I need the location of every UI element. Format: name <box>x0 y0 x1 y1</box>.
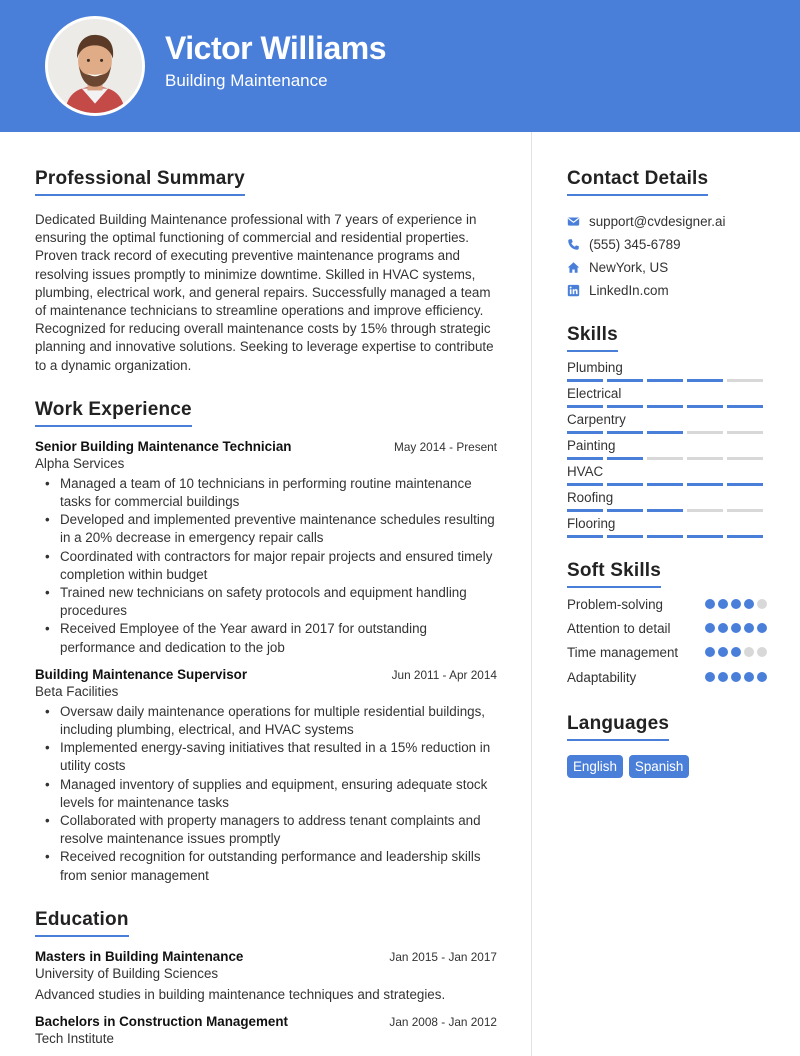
rating-dot <box>705 647 715 657</box>
sidebar-column <box>567 168 767 778</box>
skill-name: Plumbing <box>567 360 623 375</box>
skill-name: Carpentry <box>567 412 626 427</box>
contact-text: LinkedIn.com <box>589 283 669 298</box>
rating-dot <box>731 623 741 633</box>
job-title: Senior Building Maintenance Technician <box>35 438 292 454</box>
skill-item <box>567 516 767 538</box>
rating-dot <box>744 623 754 633</box>
job-bullets <box>35 703 497 885</box>
skill-item <box>567 360 767 382</box>
soft-skill-item <box>567 669 767 687</box>
education-date: Jan 2008 - Jan 2012 <box>389 1014 497 1029</box>
section-title: Soft Skills <box>567 560 661 588</box>
rating-dot <box>718 599 728 609</box>
skill-level-bar <box>567 431 767 434</box>
degree-title: Masters in Building Maintenance <box>35 948 244 964</box>
rating-dot <box>757 623 767 633</box>
rating-dot <box>757 599 767 609</box>
skill-level-segment <box>567 431 603 434</box>
skill-name: HVAC <box>567 464 604 479</box>
section-title: Languages <box>567 713 669 741</box>
rating-dot <box>757 672 767 682</box>
bullet-item: • Coordinated with contractors for major repair projects and ensured timely completion within budget <box>35 548 497 584</box>
job-date: May 2014 - Present <box>394 439 497 454</box>
rating-dot <box>718 672 728 682</box>
job-title: Building Maintenance Supervisor <box>35 666 248 682</box>
degree-title: Bachelors in Construction Management <box>35 1013 288 1029</box>
resume-header <box>0 0 800 132</box>
contact-location <box>567 256 767 279</box>
rating-dot <box>731 599 741 609</box>
candidate-role: Building Maintenance <box>165 71 328 90</box>
skill-level-segment <box>727 535 763 538</box>
skill-level-segment <box>687 483 723 486</box>
language-tag: English <box>567 755 623 778</box>
skill-level-segment <box>687 405 723 408</box>
bullet-item: • Implemented energy-saving initiatives that resulted in a 15% reduction in utility costs <box>35 739 497 775</box>
linkedin-icon <box>567 284 589 298</box>
avatar <box>45 16 145 116</box>
soft-skill-rating <box>705 669 767 687</box>
skill-level-segment <box>647 535 683 538</box>
contact-list <box>567 210 767 302</box>
rating-dot <box>718 647 728 657</box>
section-title: Contact Details <box>567 168 708 196</box>
rating-dot <box>705 623 715 633</box>
skill-level-bar <box>567 535 767 538</box>
skill-item <box>567 386 767 408</box>
rating-dot <box>744 599 754 609</box>
work-experience-section <box>35 399 497 885</box>
phone-icon <box>567 238 589 252</box>
skill-level-segment <box>607 457 643 460</box>
skill-level-segment <box>647 483 683 486</box>
bullet-item: • Received Employee of the Year award in 2017 for outstanding performance and dedication to the job <box>35 620 497 656</box>
soft-skill-name: Adaptability <box>567 669 637 685</box>
skill-level-segment <box>567 509 603 512</box>
section-title: Work Experience <box>35 399 192 427</box>
skill-level-segment <box>687 509 723 512</box>
bullet-item: • Managed a team of 10 technicians in performing routine maintenance tasks for commercial buildings <box>35 475 497 511</box>
contact-details-section <box>567 168 767 302</box>
contact-text: NewYork, US <box>589 260 669 275</box>
education-entry <box>35 1014 497 1046</box>
skill-level-segment <box>567 483 603 486</box>
job-entry <box>35 667 497 885</box>
skills-section <box>567 324 767 538</box>
skill-level-bar <box>567 483 767 486</box>
skill-level-segment <box>567 535 603 538</box>
skill-level-segment <box>567 379 603 382</box>
languages-section <box>567 713 767 778</box>
skill-name: Painting <box>567 438 616 453</box>
skill-level-segment <box>687 457 723 460</box>
rating-dot <box>731 647 741 657</box>
skill-item <box>567 412 767 434</box>
school-name: Tech Institute <box>35 1030 114 1046</box>
soft-skills-section <box>567 560 767 687</box>
skill-name: Flooring <box>567 516 616 531</box>
bullet-item: • Received recognition for outstanding performance and leadership skills from senior management <box>35 848 497 884</box>
school-name: University of Building Sciences <box>35 965 219 981</box>
skill-level-segment <box>647 379 683 382</box>
column-divider <box>531 132 532 1056</box>
education-entry <box>35 949 497 1002</box>
contact-linkedin[interactable] <box>567 279 767 302</box>
skill-level-segment <box>607 431 643 434</box>
job-date: Jun 2011 - Apr 2014 <box>391 667 497 682</box>
candidate-name: Victor Williams <box>165 30 387 66</box>
skill-level-segment <box>607 509 643 512</box>
soft-skill-name: Problem-solving <box>567 597 664 612</box>
skill-level-segment <box>727 483 763 486</box>
soft-skill-item <box>567 644 767 662</box>
skill-level-bar <box>567 379 767 382</box>
skill-level-bar <box>567 457 767 460</box>
contact-phone[interactable] <box>567 233 767 256</box>
skill-level-bar <box>567 405 767 408</box>
main-column <box>35 168 497 1046</box>
soft-skill-rating <box>705 620 767 638</box>
skill-level-segment <box>567 405 603 408</box>
contact-text: (555) 345-6789 <box>589 237 681 252</box>
summary-text: Dedicated Building Maintenance professional with 7 years of experience in ensuring the optimal functioning of commercial and residential properties. Proven track record of executing preventive maintenance programs and resolving issues promptly to minimize downtime. Skilled in HVAC systems, plumbing, electrical work, and general repairs. Successfully managed a team of maintenance technicians to streamline operations and improve efficiency. Recognized for reducing overall maintenance costs by 15% through strategic planning and innovative solutions. Seeking to leverage expertise to contribute to a dynamic organization. <box>35 212 494 373</box>
soft-skill-rating <box>705 644 767 662</box>
rating-dot <box>705 599 715 609</box>
skill-name: Electrical <box>567 386 622 401</box>
skill-level-segment <box>647 405 683 408</box>
soft-skill-name: Attention to detail <box>567 621 671 637</box>
job-bullets <box>35 475 497 657</box>
skill-level-segment <box>567 457 603 460</box>
bullet-item: • Developed and implemented preventive maintenance schedules resulting in a 20% decrease in emergency repair calls <box>35 511 497 547</box>
contact-email[interactable] <box>567 210 767 233</box>
skill-level-segment <box>647 509 683 512</box>
skill-level-segment <box>647 431 683 434</box>
skill-item <box>567 490 767 512</box>
bullet-item: • Oversaw daily maintenance operations for multiple residential buildings, including plumbing, electrical, and HVAC systems <box>35 703 497 739</box>
section-title: Skills <box>567 324 618 352</box>
skill-level-segment <box>687 535 723 538</box>
section-title: Education <box>35 909 129 937</box>
skill-item <box>567 464 767 486</box>
rating-dot <box>744 672 754 682</box>
skill-level-segment <box>727 509 763 512</box>
skill-level-segment <box>687 379 723 382</box>
home-icon <box>567 261 589 275</box>
soft-skill-item <box>567 620 767 638</box>
skill-item <box>567 438 767 460</box>
envelope-icon <box>567 215 589 229</box>
bullet-item: • Managed inventory of supplies and equipment, ensuring adequate stock levels for maintenance tasks <box>35 776 497 812</box>
section-title: Professional Summary <box>35 168 245 196</box>
skill-level-segment <box>727 431 763 434</box>
education-header <box>35 1014 497 1029</box>
skill-level-segment <box>727 405 763 408</box>
soft-skill-item <box>567 596 767 614</box>
skill-level-segment <box>607 379 643 382</box>
education-description: Advanced studies in building maintenance techniques and strategies. <box>35 986 446 1002</box>
education-date: Jan 2015 - Jan 2017 <box>389 949 497 964</box>
bullet-item: • Collaborated with property managers to address tenant complaints and resolve maintenance issues promptly <box>35 812 497 848</box>
soft-skill-rating <box>705 596 767 614</box>
rating-dot <box>731 672 741 682</box>
soft-skill-name: Time management <box>567 645 679 661</box>
skills-list <box>567 360 767 538</box>
skill-level-segment <box>727 457 763 460</box>
rating-dot <box>718 623 728 633</box>
job-entry <box>35 439 497 657</box>
job-company: Beta Facilities <box>35 683 119 699</box>
skill-level-segment <box>607 483 643 486</box>
education-header <box>35 949 497 964</box>
contact-text: support@cvdesigner.ai <box>589 214 726 229</box>
skill-level-segment <box>607 405 643 408</box>
rating-dot <box>757 647 767 657</box>
rating-dot <box>705 672 715 682</box>
soft-skills-list <box>567 596 767 687</box>
language-tag: Spanish <box>629 755 689 778</box>
skill-level-segment <box>647 457 683 460</box>
education-section <box>35 909 497 1046</box>
job-company: Alpha Services <box>35 455 125 471</box>
skill-level-bar <box>567 509 767 512</box>
language-tags <box>567 755 767 778</box>
job-header <box>35 439 497 454</box>
skill-level-segment <box>687 431 723 434</box>
job-header <box>35 667 497 682</box>
skill-level-segment <box>727 379 763 382</box>
rating-dot <box>744 647 754 657</box>
profile-photo <box>48 19 142 113</box>
bullet-item: • Trained new technicians on safety protocols and equipment handling procedures <box>35 584 497 620</box>
skill-name: Roofing <box>567 490 614 505</box>
skill-level-segment <box>607 535 643 538</box>
professional-summary-section <box>35 168 497 375</box>
